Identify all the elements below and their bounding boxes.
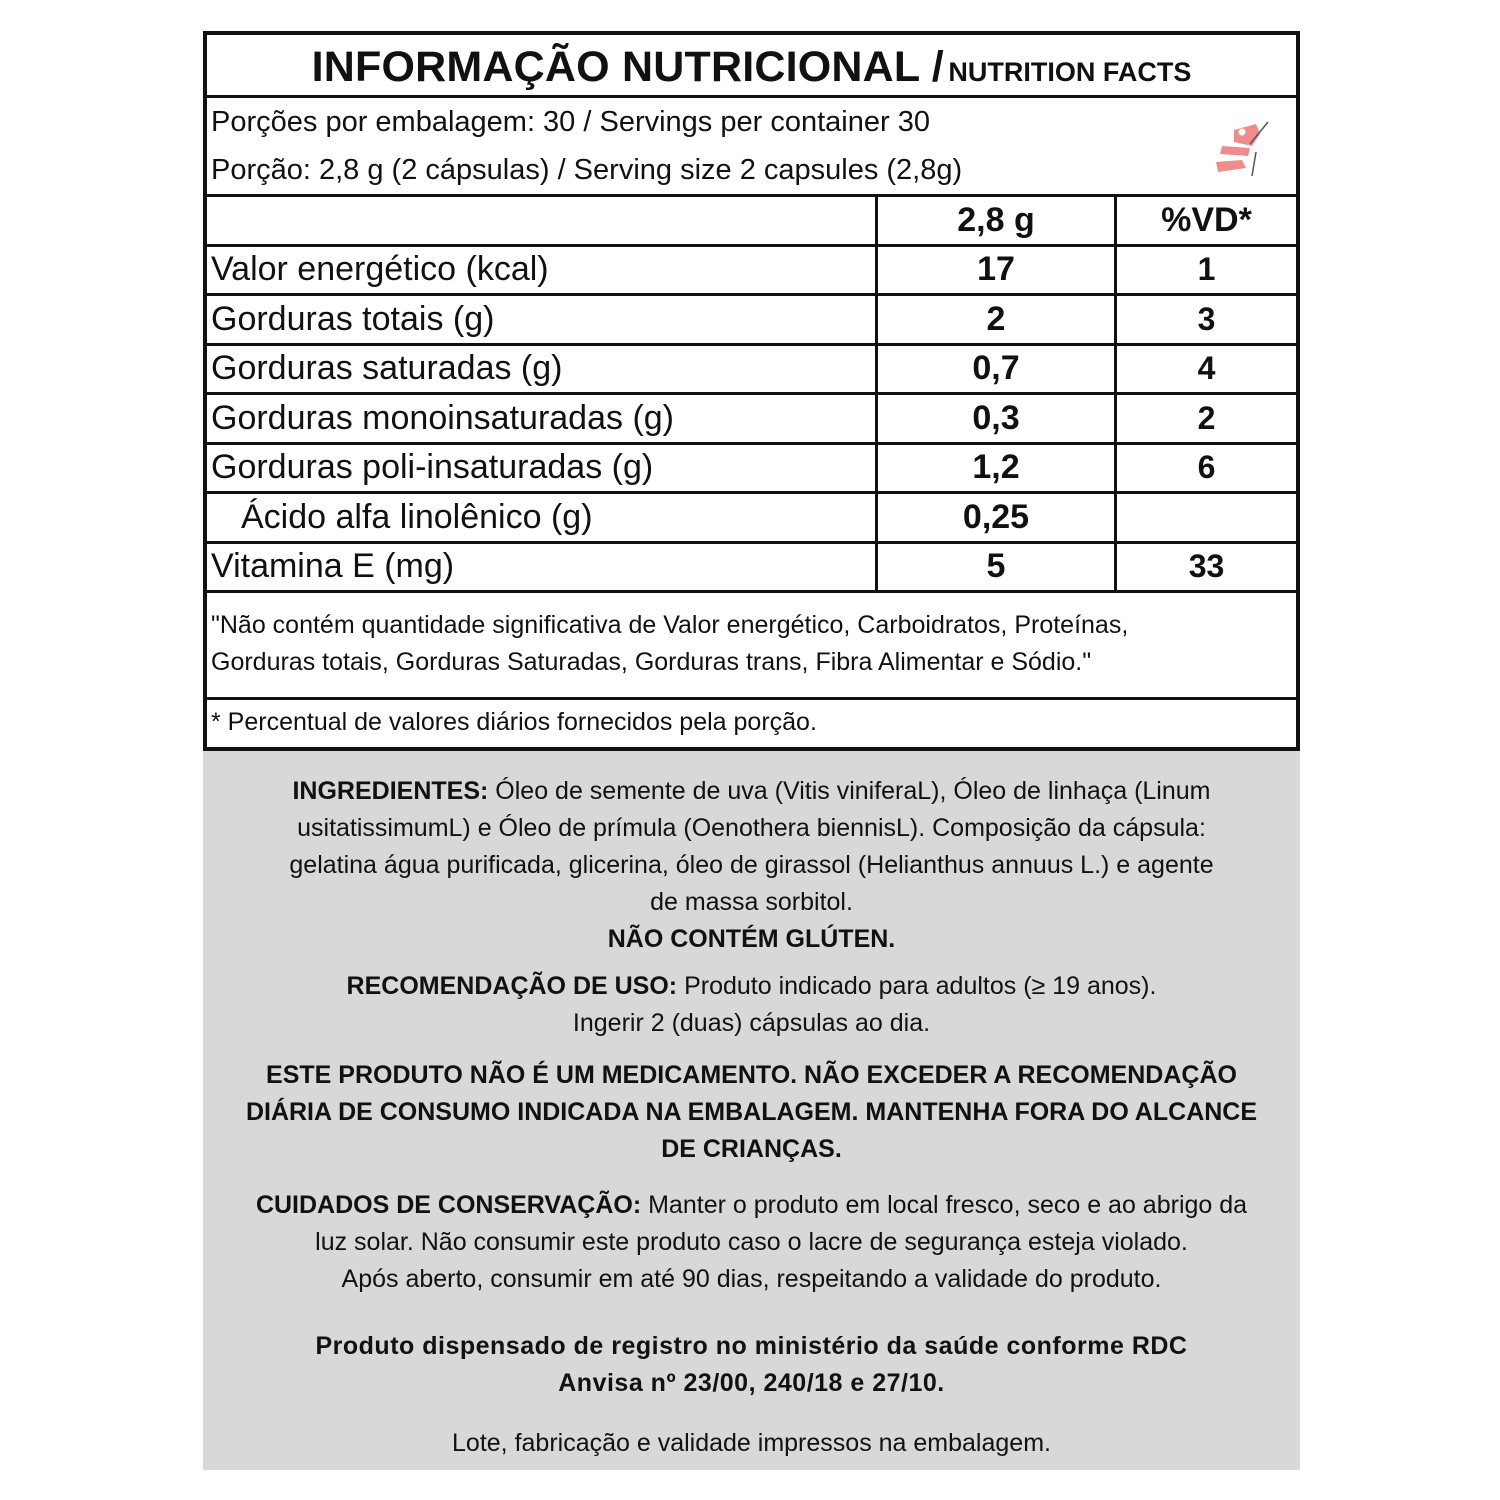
nutrition-label <box>203 31 1300 751</box>
nutrient-amount: 0,25 <box>877 493 1116 543</box>
serving-size: Porção: 2,8 g (2 cápsulas) / Serving size 2 capsules (2,8g) <box>211 154 963 186</box>
ingredients-section <box>203 773 1300 921</box>
footnote-text: * Percentual de valores diários fornecidos pela porção. <box>211 708 817 736</box>
daily-value-footnote <box>207 700 1296 745</box>
storage-section <box>203 1187 1300 1298</box>
note-text <box>211 607 1291 681</box>
conservation-label: CUIDADOS DE CONSERVAÇÃO: <box>255 1191 642 1219</box>
ingredients-line: de massa sorbitol. <box>650 888 853 916</box>
table-row <box>207 542 1296 592</box>
ingredients-label: INGREDIENTES: <box>292 777 489 805</box>
conservation-line: luz solar. Não consumir este produto caso o lacre de segurança esteja violado. <box>315 1228 1188 1256</box>
table-row <box>207 344 1296 394</box>
nutrition-title <box>207 35 1296 98</box>
recommendation-line: Produto indicado para adultos (≥ 19 anos). <box>684 972 1157 1000</box>
table-row <box>207 493 1296 543</box>
header-amount: 2,8 g <box>877 197 1116 245</box>
header-dv: %VD* <box>1116 197 1297 245</box>
insignificant-amounts-note <box>207 593 1296 700</box>
servings-per-container: Porções por embalagem: 30 / Servings per container 30 <box>211 106 930 138</box>
conservation-line: Manter o produto em local fresco, seco e ao abrigo da <box>648 1191 1248 1219</box>
brand-mark-icon <box>1212 118 1270 180</box>
nutrient-label: Gorduras monoinsaturadas (g) <box>207 394 877 444</box>
registration-line: Produto dispensado de registro no ministério da saúde conforme RDC <box>315 1332 1188 1360</box>
nutrition-facts-box <box>203 31 1300 751</box>
gluten-statement: NÃO CONTÉM GLÚTEN. <box>607 925 896 953</box>
nutrient-label: Gorduras saturadas (g) <box>207 344 877 394</box>
title-main: INFORMAÇÃO NUTRICIONAL / <box>311 43 944 91</box>
nutrient-label: Valor energético (kcal) <box>207 245 877 295</box>
note-line: "Não contém quantidade significativa de Valor energético, Carboidratos, Proteínas, <box>211 611 1129 639</box>
nutrient-table <box>207 197 1296 593</box>
nutrient-label: Vitamina E (mg) <box>207 542 877 592</box>
product-info-panel <box>203 751 1300 1470</box>
nutrient-dv: 1 <box>1116 245 1297 295</box>
warning-line: DIÁRIA DE CONSUMO INDICADA NA EMBALAGEM. MANTENHA FORA DO ALCANCE <box>245 1098 1258 1126</box>
nutrient-dv: 3 <box>1116 295 1297 345</box>
ingredients-line: Óleo de semente de uva (Vitis viniferaL), Óleo de linhaça (Linum <box>495 777 1211 805</box>
table-header-row <box>207 197 1296 245</box>
registration-line: Anvisa nº 23/00, 240/18 e 27/10. <box>558 1369 945 1397</box>
nutrient-amount: 0,7 <box>877 344 1116 394</box>
nutrient-dv: 33 <box>1116 542 1297 592</box>
ingredients-line: usitatissimumL) e Óleo de prímula (Oenothera biennisL). Composição da cápsula: <box>297 814 1206 842</box>
warning-line: ESTE PRODUTO NÃO É UM MEDICAMENTO. NÃO EXCEDER A RECOMENDAÇÃO <box>266 1061 1237 1089</box>
usage-recommendation <box>203 968 1300 1042</box>
warning-section <box>203 1057 1300 1168</box>
nutrient-dv: 2 <box>1116 394 1297 444</box>
nutrient-dv: 4 <box>1116 344 1297 394</box>
table-row <box>207 443 1296 493</box>
nutrient-label: Gorduras totais (g) <box>207 295 877 345</box>
conservation-line: Após aberto, consumir em até 90 dias, respeitando a validade do produto. <box>341 1265 1162 1293</box>
ingredients-line: gelatina água purificada, glicerina, óleo de girassol (Helianthus annuus L.) e agente <box>289 851 1214 879</box>
nutrient-label: Gorduras poli-insaturadas (g) <box>207 443 877 493</box>
nutrient-amount: 1,2 <box>877 443 1116 493</box>
nutrient-dv: 6 <box>1116 443 1297 493</box>
nutrient-label: Ácido alfa linolênico (g) <box>207 493 877 543</box>
registration-statement <box>203 1328 1300 1402</box>
lot-info: Lote, fabricação e validade impressos na embalagem. <box>452 1429 1051 1457</box>
table-row <box>207 394 1296 444</box>
nutrient-amount: 2 <box>877 295 1116 345</box>
recommendation-line: Ingerir 2 (duas) cápsulas ao dia. <box>572 1009 931 1037</box>
header-label <box>207 197 877 245</box>
nutrient-dv <box>1116 493 1297 543</box>
recommendation-label: RECOMENDAÇÃO DE USO: <box>346 972 678 1000</box>
note-line: Gorduras totais, Gorduras Saturadas, Gorduras trans, Fibra Alimentar e Sódio." <box>211 648 1092 676</box>
title-sub: NUTRITION FACTS <box>948 57 1192 87</box>
nutrient-amount: 17 <box>877 245 1116 295</box>
table-row <box>207 295 1296 345</box>
table-row <box>207 245 1296 295</box>
nutrient-amount: 5 <box>877 542 1116 592</box>
serving-info <box>207 98 1296 197</box>
warning-line: DE CRIANÇAS. <box>661 1135 842 1163</box>
nutrient-amount: 0,3 <box>877 394 1116 444</box>
